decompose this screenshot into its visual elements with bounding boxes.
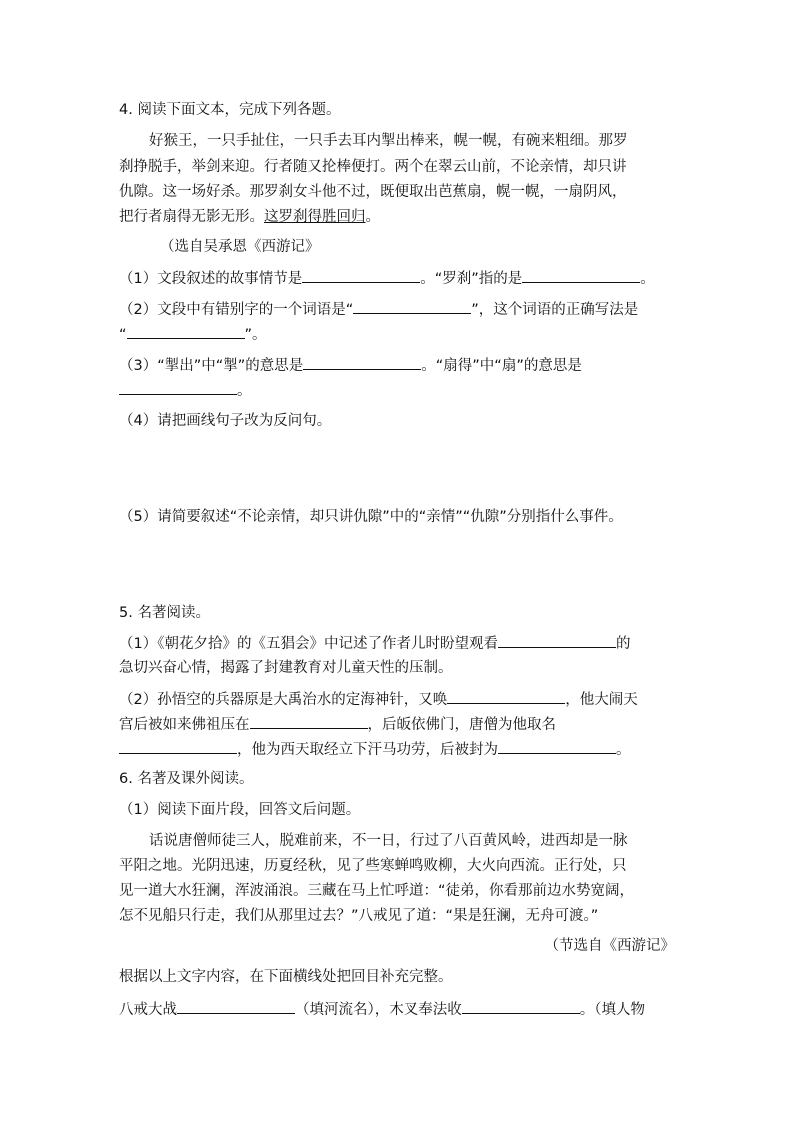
answer-blank[interactable] [522, 268, 640, 283]
q4-sub1-end: 。 [640, 271, 655, 287]
q5-sub1-cont: 急切兴奋心情，揭露了封建教育对儿童天性的压制。 [119, 660, 453, 676]
q5-sub1-prompt: （1）《朝花夕拾》的《五猖会》中记述了作者儿时盼望观看 [119, 636, 498, 652]
q4-passage-line-2: 刹挣脱手，举剑来迎。行者随又抡棒便打。两个在翠云山前，不论亲情，却只讲 [119, 159, 627, 175]
q4-sub3-cont [119, 380, 252, 401]
answer-blank[interactable] [498, 633, 616, 648]
answer-blank[interactable] [353, 299, 471, 314]
q5-sub2-prompt: （2）孙悟空的兵器原是大禹治水的定海神针，又唤 [119, 692, 448, 708]
answer-blank[interactable] [127, 324, 245, 339]
q4-title: 4. 阅读下面文本，完成下列各题。 [119, 102, 341, 118]
q4-passage-text: 把行者扇得无影无形。 [119, 209, 264, 225]
q4-sub3 [119, 355, 582, 376]
q4-sub2-prompt-2: ”，这个词语的正确写法是 [471, 302, 639, 318]
q5-sub2-prompt-4: ，后皈依佛门，唐僧为他取名 [367, 717, 556, 733]
q5-sub2-prompt-5: ，他为西天取经立下汗马功劳，后被封为 [237, 742, 498, 758]
q6-last-line [119, 999, 645, 1020]
q6-sub1: （1）阅读下面片段，回答文后问题。 [119, 802, 361, 818]
q5-title: 5. 名著阅读。 [119, 605, 210, 621]
q6-last-prompt: 八戒大战 [119, 1002, 177, 1018]
q6-last-prompt-2: （填河流名），木叉奉法收 [295, 1002, 462, 1018]
q4-sub3-end: 。 [237, 383, 252, 399]
answer-blank[interactable] [302, 268, 420, 283]
q4-sub2-end: ”。 [244, 327, 267, 343]
q4-sub1-prompt-2: 。“罗刹”指的是 [420, 271, 523, 287]
q4-sub1-prompt: （1）文段叙述的故事情节是 [119, 271, 303, 287]
q4-sub5: （5）请简要叙述“不论亲情，却只讲仇隙”中的“亲情”“仇隙”分别指什么事件。 [119, 509, 623, 525]
q4-sub2 [119, 299, 638, 320]
q5-sub1-prompt-2: 的 [615, 636, 631, 652]
q4-passage-end: 。 [365, 209, 380, 225]
q6-passage-line-4: 怎不见船只行走，我们从那里过去？”八戒见了道：“果是狂澜，无舟可渡。” [119, 908, 599, 924]
answer-blank[interactable] [303, 355, 421, 370]
answer-blank[interactable] [250, 714, 368, 729]
q6-passage-line-2: 平阳之地。光阴迅速，历夏经秋，见了些寒蝉鸣败柳，大火向西流。正行处，只 [119, 858, 627, 874]
answer-blank[interactable] [119, 739, 237, 754]
q6-passage-line-3: 见一道大水狂澜，浑波涌浪。三藏在马上忙呼道：“徒弟，你看那前边水势宽阔， [119, 883, 635, 899]
answer-blank[interactable] [119, 380, 237, 395]
q4-sub2-cont [119, 324, 267, 345]
q4-sub3-prompt: （3）“掣出”中“掣”的意思是 [119, 358, 304, 374]
q6-instruction: 根据以上文字内容，在下面横线处把回目补充完整。 [119, 969, 453, 985]
q4-source: （选自吴承恩《西游记》 [160, 239, 320, 255]
q5-sub2-cont [119, 714, 556, 735]
q4-sub1 [119, 268, 655, 289]
answer-blank[interactable] [462, 999, 580, 1014]
q4-passage-line-3: 仇隙。这一场好杀。那罗刹女斗他不过，既便取出芭蕉扇，幌一幌，一扇阴风， [119, 184, 627, 200]
q4-passage-line-4 [119, 207, 380, 227]
answer-blank[interactable] [498, 739, 616, 754]
q6-source: （节选自《西游记》 [544, 938, 675, 954]
q5-sub1 [119, 633, 630, 654]
q5-sub2-prompt-3: 宫后被如来佛祖压在 [119, 717, 250, 733]
q6-passage-line-1: 话说唐僧师徒三人，脱难前来，不一日，行过了八百黄风岭，进西却是一脉 [149, 833, 628, 849]
q4-sub2-prompt: （2）文段中有错别字的一个词语是“ [119, 302, 354, 318]
q4-sub4: （4）请把画线句子改为反问句。 [119, 413, 332, 429]
q5-sub2-end: 。 [616, 742, 631, 758]
q6-title: 6. 名著及课外阅读。 [119, 771, 254, 787]
q4-sub2-quote-open: “ [119, 327, 127, 343]
q5-sub2-cont-2 [119, 739, 631, 760]
q5-sub2 [119, 689, 638, 710]
q4-sub3-prompt-2: 。“扇得”中“扇”的意思是 [421, 358, 582, 374]
q6-last-prompt-3: 。（填人物 [579, 1002, 645, 1018]
answer-blank[interactable] [177, 999, 295, 1014]
answer-blank[interactable] [447, 689, 565, 704]
q5-sub2-prompt-2: ，他大闹天 [565, 692, 638, 708]
underlined-sentence: 这罗刹得胜回归 [264, 209, 366, 225]
q4-passage-line-1: 好猴王，一只手扯住，一只手去耳内掣出棒来，幌一幌，有碗来粗细。那罗 [149, 133, 628, 149]
